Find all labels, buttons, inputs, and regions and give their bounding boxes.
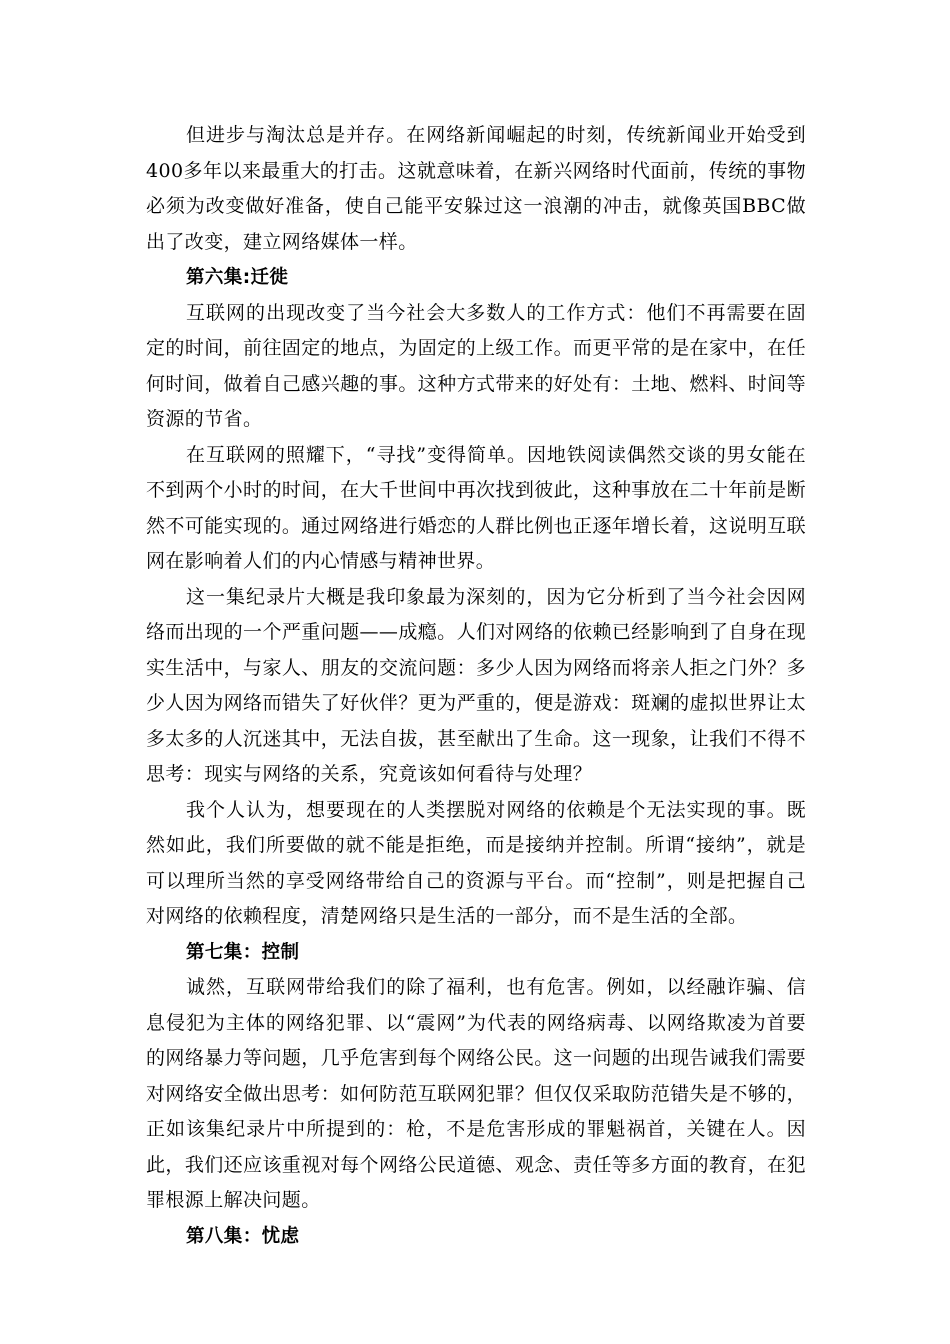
- paragraph-addiction: 这一集纪录片大概是我印象最为深刻的，因为它分析到了当今社会因网络而出现的一个严重问题——成瘾。人们对网络的依赖已经影响到了自身在现实生活中，与家人、朋友的交流问题：多少人因为网络而将亲人拒之门外？多少人因为网络而错失了好伙伴？更为严重的，便是游戏：斑斓的虚拟世界让太多太多的人沉迷其中，无法自拔，甚至献出了生命。这一现象，让我们不得不思考：现实与网络的关系，究竟该如何看待与处理？: [146, 585, 806, 785]
- paragraph-work-style: 互联网的出现改变了当今社会大多数人的工作方式：他们不再需要在固定的时间，前往固定的地点，为固定的上级工作。而更平常的是在家中，在任何时间，做着自己感兴趣的事。这种方式带来的好处有：土地、燃料、时间等资源的节省。: [146, 301, 806, 430]
- heading-episode-8: 第八集：忧虑: [186, 1225, 300, 1247]
- paragraph-news-industry: 但进步与淘汰总是并存。在网络新闻崛起的时刻，传统新闻业开始受到400多年以来最重大的打击。这就意味着，在新兴网络时代面前，传统的事物必须为改变做好准备，使自己能平安躲过这一浪潮的冲击，就像英国BBC做出了改变，建立网络媒体一样。: [146, 124, 806, 253]
- heading-episode-7: 第七集：控制: [186, 941, 300, 963]
- paragraph-accept-control: 我个人认为，想要现在的人类摆脱对网络的依赖是个无法实现的事。既然如此，我们所要做的就不能是拒绝，而是接纳并控制。所谓“接纳”，就是可以理所当然的享受网络带给自己的资源与平台。而“控制”，则是把握自己对网络的依赖程度，清楚网络只是生活的一部分，而不是生活的全部。: [146, 798, 806, 927]
- heading-episode-6: 第六集:迁徙: [186, 267, 289, 288]
- paragraph-cybercrime: 诚然，互联网带给我们的除了福利，也有危害。例如，以经融诈骗、信息侵犯为主体的网络犯罪、以“震网”为代表的网络病毒、以网络欺凌为首要的网络暴力等问题，几乎危害到每个网络公民。这一问题的出现告诫我们需要对网络安全做出思考：如何防范互联网犯罪？但仅仅采取防范错失是不够的，正如该集纪录片中所提到的：枪，不是危害形成的罪魁祸首，关键在人。因此，我们还应该重视对每个网络公民道德、观念、责任等多方面的教育，在犯罪根源上解决问题。: [146, 976, 806, 1211]
- document-body: [146, 118, 806, 1254]
- paragraph-finding: 在互联网的照耀下，“寻找”变得简单。因地铁阅读偶然交谈的男女能在不到两个小时的时间，在大千世间中再次找到彼此，这种事放在二十年前是断然不可能实现的。通过网络进行婚恋的人群比例也正逐年增长着，这说明互联网在影响着人们的内心情感与精神世界。: [146, 443, 806, 572]
